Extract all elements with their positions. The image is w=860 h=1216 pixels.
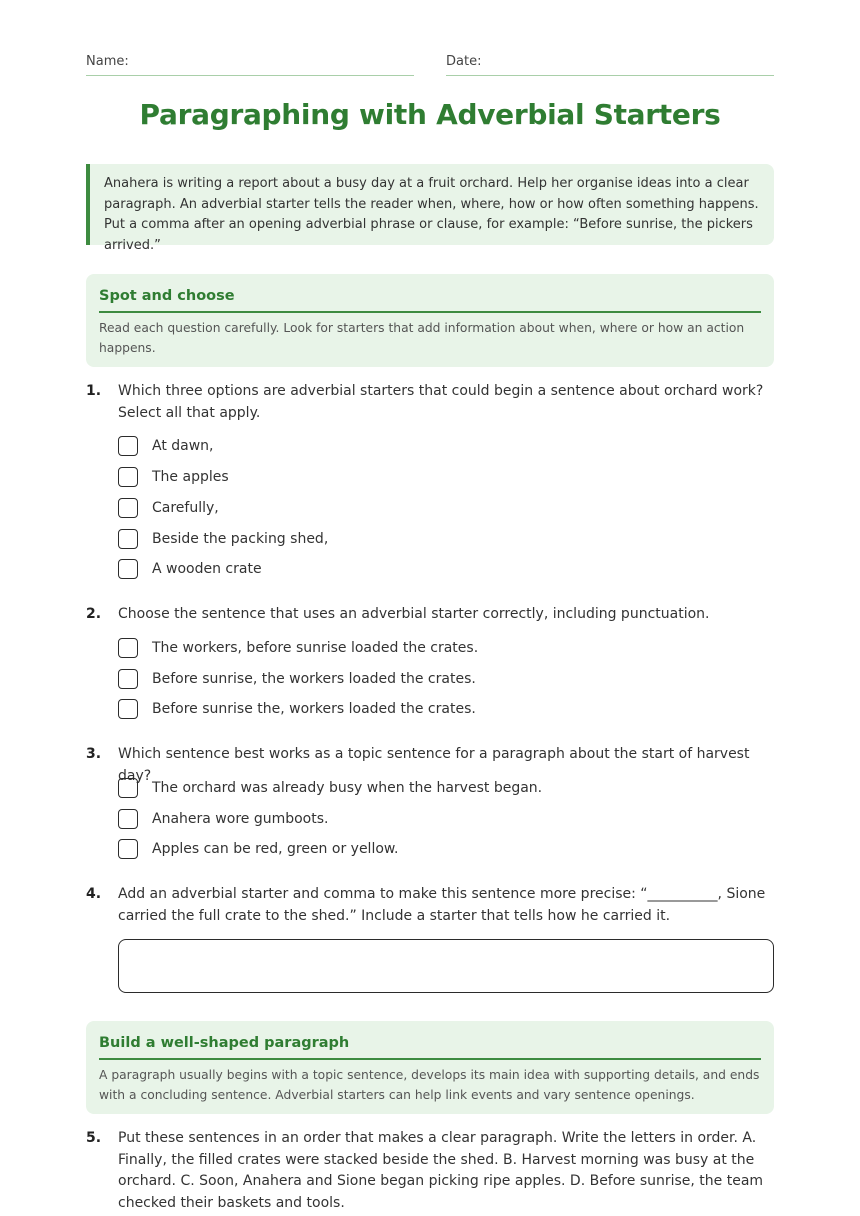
section-build-paragraph <box>86 1021 774 1114</box>
option-label: At dawn, <box>152 438 214 454</box>
checkbox[interactable] <box>118 839 138 859</box>
checkbox[interactable] <box>118 529 138 549</box>
option-label: A wooden crate <box>152 561 262 577</box>
checkbox[interactable] <box>118 809 138 829</box>
section-description: Read each question carefully. Look for starters that add information about when, where or how an action happens. <box>99 321 745 355</box>
checkbox[interactable] <box>118 778 138 798</box>
option-label: The apples <box>152 469 229 485</box>
option-label: Beside the packing shed, <box>152 531 329 547</box>
checkbox[interactable] <box>118 669 138 689</box>
section-header <box>99 1021 761 1060</box>
option-label: The workers, before sunrise loaded the crates. <box>152 640 479 656</box>
date-label: Date: <box>446 54 482 69</box>
option-label: Before sunrise the, workers loaded the crates. <box>152 701 476 717</box>
section-spot-and-choose <box>86 274 774 367</box>
intro-box: Anahera is writing a report about a busy day at a fruit orchard. Help her organise ideas into a clear paragraph. An adverbial starter tells the reader when, where, how or how often something happens. Put a comma after an opening adverbial phrase or clause, for example: “Before sunrise, the pickers arrived.” <box>86 164 774 245</box>
checkbox[interactable] <box>118 436 138 456</box>
name-date-row <box>86 54 774 76</box>
name-label: Name: <box>86 54 129 69</box>
checkbox[interactable] <box>118 467 138 487</box>
section-title: Build a well-shaped paragraph <box>99 1035 350 1051</box>
question-number: 1. <box>86 383 102 399</box>
question-number: 4. <box>86 886 102 902</box>
question-text: Which three options are adverbial starters that could begin a sentence about orchard work? Select all that apply. <box>118 383 764 421</box>
q4-answer-box[interactable] <box>118 939 774 993</box>
checkbox[interactable] <box>118 559 138 579</box>
question-1 <box>86 381 774 424</box>
question-text: Put these sentences in an order that makes a clear paragraph. Write the letters in order. A. Finally, the filled crates were stacked beside the shed. B. Harvest morning was busy at the orchard. C. Soon, Anahera and Sione began picking ripe apples. D. Before sunrise, the team checked their baskets and tools. <box>118 1130 764 1211</box>
question-number: 3. <box>86 746 102 762</box>
option-label: Carefully, <box>152 500 219 516</box>
name-field[interactable] <box>86 54 414 76</box>
question-number: 5. <box>86 1130 102 1146</box>
option-label: Apples can be red, green or yellow. <box>152 841 399 857</box>
checkbox[interactable] <box>118 498 138 518</box>
question-4 <box>86 884 774 927</box>
option-label: Anahera wore gumboots. <box>152 811 329 827</box>
option-label: Before sunrise, the workers loaded the crates. <box>152 671 476 687</box>
checkbox[interactable] <box>118 699 138 719</box>
question-number: 2. <box>86 606 102 622</box>
date-field[interactable] <box>446 54 774 76</box>
question-text: Which sentence best works as a topic sentence for a paragraph about the start of harvest day? <box>118 746 750 784</box>
question-2 <box>86 604 774 626</box>
checkbox[interactable] <box>118 638 138 658</box>
question-5 <box>86 1128 774 1214</box>
question-text: Add an adverbial starter and comma to make this sentence more precise: “__________, Sione carried the full crate to the shed.” Include a starter that tells how he carried it. <box>118 886 766 924</box>
section-title: Spot and choose <box>99 288 235 304</box>
option-label: The orchard was already busy when the harvest began. <box>152 780 543 796</box>
section-header <box>99 274 761 313</box>
section-description: A paragraph usually begins with a topic sentence, develops its main idea with supporting details, and ends with a concluding sentence. Adverbial starters can help link events and vary sentence openings. <box>99 1068 760 1102</box>
question-text: Choose the sentence that uses an adverbial starter correctly, including punctuation. <box>118 606 710 622</box>
page-title: Paragraphing with Adverbial Starters <box>139 98 721 131</box>
